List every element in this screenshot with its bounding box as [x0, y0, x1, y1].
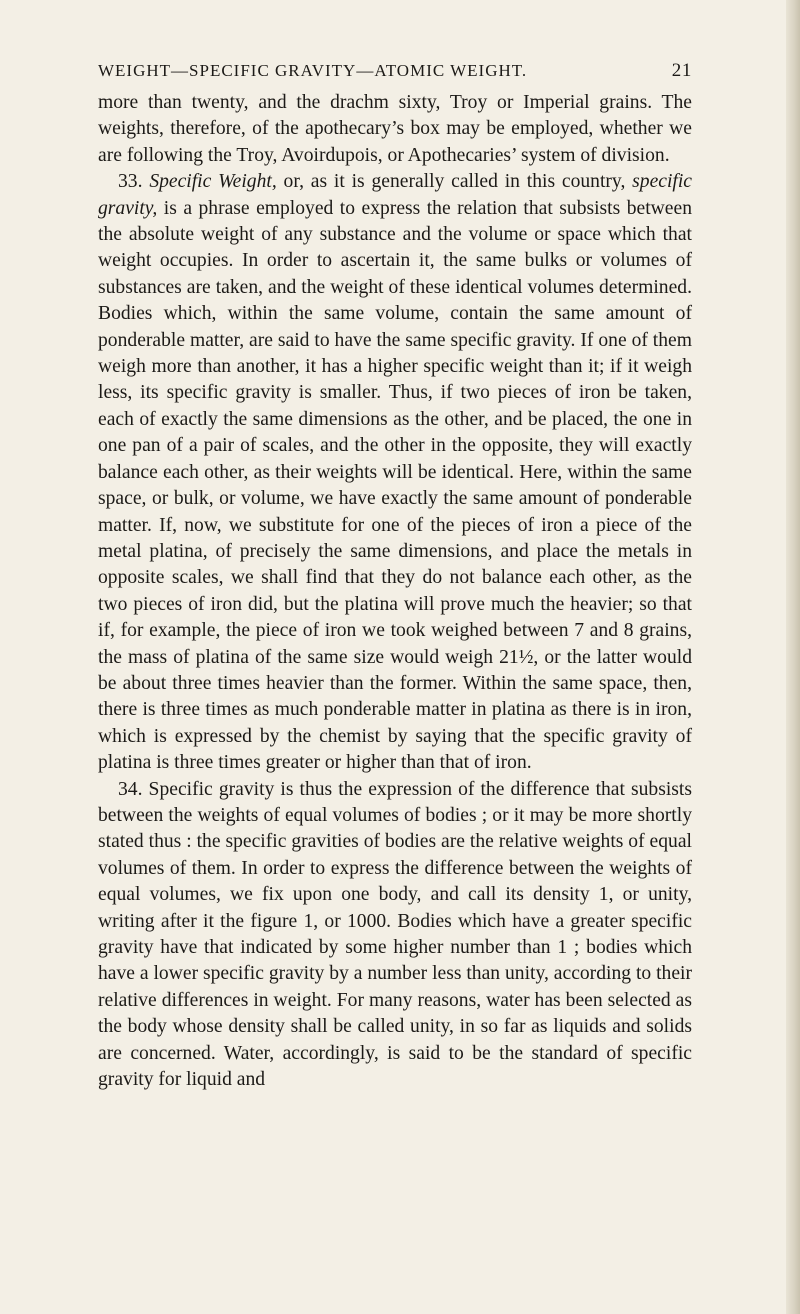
italic-term-specific-weight: Specific Weight,: [149, 171, 277, 193]
paragraph-33: [98, 169, 692, 776]
running-title: WEIGHT—SPECIFIC GRAVITY—ATOMIC WEIGHT.: [98, 61, 528, 80]
body-text: [98, 90, 692, 1093]
page-number: 21: [671, 60, 692, 81]
paragraph-text: Specific gravity is thus the expression of the difference that subsists between the weights of equal volumes of bodies ; or it may be more shortly stated thus : the specific gravities of bodies are the relative weights of equal volumes of them. In order to express the difference between the weights of equal volumes, we fix upon one body, and call its density 1, or unity, writing after it the figure 1, or 1000. Bodies which have a greater specific gravity have that indicated by some higher number than 1 ; bodies which have a lower specific gravity by a number less than unity, according to their relative differences in weight. For many reasons, water has been selected as the body whose density shall be called unity, in so far as liquids and solids are concerned. Water, accordingly, is said to be the standard of specific gravity for liquid and: [98, 778, 692, 1091]
paragraph-number: 33.: [118, 171, 143, 193]
paragraph-text: is a phrase employed to express the relation that subsists between the absolute weight of any substance and the volume or space which that weight occupies. In order to ascertain it, the same bulks or volumes of substances are taken, and the weight of these identical volumes determined. Bodies which, within the same volume, contain the same amount of ponderable matter, are said to have the same specific gravity. If one of them weigh more than another, it has a higher specific weight than it; if it weigh less, its specific gravity is smaller. Thus, if two pieces of iron be taken, each of exactly the same dimensions as the other, and be placed, the one in one pan of a pair of scales, and the other in the opposite, they will exactly balance each other, as their weights will be identical. Here, within the same space, or bulk, or volume, we have exactly the same amount of ponderable matter. If, now, we substitute for one of the pieces of iron a piece of the metal platina, of precisely the same dimensions, and place the metals in opposite scales, we shall find that they do not balance each other, as the two pieces of iron did, but the platina will prove much the heavier; so that if, for example, the piece of iron we took weighed between 7 and 8 grains, the mass of platina of the same size would weigh 21½, or the latter would be about three times heavier than the former. Within the same space, then, there is three times as much ponderable matter in platina as there is in iron, which is expressed by the chemist by saying that the specific gravity of platina is three times greater or higher than that of iron.: [98, 197, 692, 774]
paragraph-continuation: more than twenty, and the drachm sixty, Troy or Imperial grains. The weights, therefore, of the apothecary’s box may be employed, whether we are following the Troy, Avoirdupois, or Apothecaries’ system of division.: [98, 92, 692, 166]
paragraph-number: 34.: [118, 778, 143, 800]
italic-term-specific-gravity: specific gravity,: [98, 171, 692, 219]
running-header: [98, 60, 692, 82]
paragraph-text: or, as it is generally called in this country,: [276, 171, 633, 193]
paragraph-34: [98, 777, 692, 1094]
page-edge-shadow: [786, 0, 800, 1314]
